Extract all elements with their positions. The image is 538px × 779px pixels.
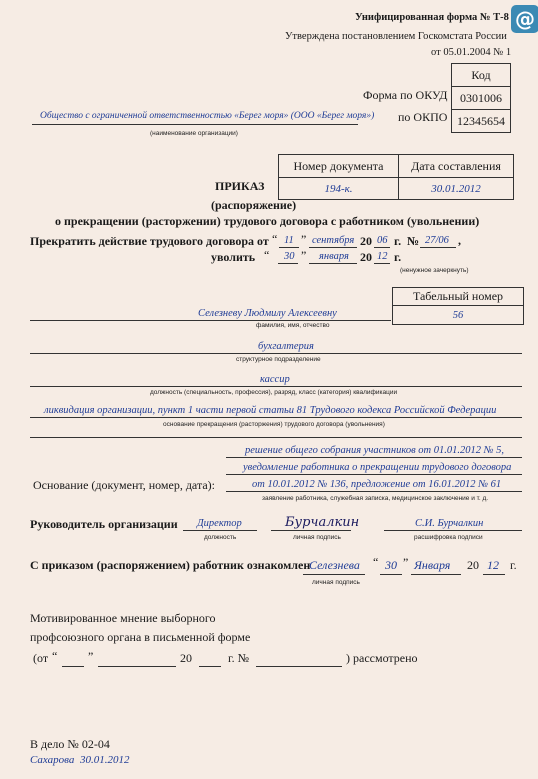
union-considered: ) рассмотрено: [346, 651, 418, 665]
department-value: бухгалтерия: [258, 341, 314, 352]
order-subtitle: (распоряжение): [211, 198, 297, 212]
employee-name-caption: фамилия, имя, отчество: [256, 322, 330, 329]
tab-number-header: Табельный номер: [393, 288, 524, 306]
acquainted-year: 12: [487, 558, 499, 572]
acquainted-year-suffix: г.: [510, 558, 517, 572]
term-year-suffix: г.: [394, 234, 402, 248]
head-label: Руководитель организации: [30, 517, 178, 531]
tab-number-value: 56: [393, 306, 524, 325]
dismiss-day: 30: [284, 251, 295, 262]
termination-reason: ликвидация организации, пункт 1 части первой статьи 81 Трудового кодекса Российской Федерации: [44, 405, 497, 416]
doc-date-value: 30.01.2012: [399, 178, 514, 200]
term-year: 06: [377, 235, 388, 246]
document-table: [278, 154, 514, 200]
doc-number-value: 194-к.: [279, 178, 399, 200]
term-comma: ,: [458, 233, 461, 247]
department-caption: структурное подразделение: [236, 356, 321, 363]
acquainted-label: С приказом (распоряжением) работник ознакомлен: [30, 558, 311, 572]
basis-line-2: уведомление работника о прекращении трудового договора: [243, 462, 512, 473]
terminate-label: Прекратить действие трудового договора от: [30, 234, 269, 248]
term-month: сентября: [312, 235, 355, 246]
okud-value: 0301006: [452, 87, 511, 110]
basis-line-1: решение общего собрания участников от 01.01.2012 № 5,: [245, 445, 505, 456]
union-quote-close: ”: [88, 649, 94, 663]
file-date: 30.01.2012: [80, 754, 130, 766]
okud-label: Форма по ОКУД: [363, 88, 448, 102]
dismiss-month: января: [319, 251, 349, 262]
tab-number-table: [392, 287, 524, 325]
employee-name: Селезневу Людмилу Алексеевну: [198, 308, 337, 319]
head-name-caption: расшифровка подписи: [414, 534, 483, 541]
organization-caption: (наименование организации): [150, 130, 238, 137]
basis-label: Основание (документ, номер, дата):: [33, 478, 215, 492]
dismiss-year-prefix: 20: [360, 250, 372, 264]
site-logo-icon: @: [511, 5, 538, 33]
acquainted-day: 30: [385, 558, 397, 572]
position-caption: должность (специальность, профессия), разряд, класс (категория) квалификации: [150, 389, 398, 396]
acq-quote-close: ”: [403, 555, 409, 569]
dismiss-quote-close: ”: [301, 248, 307, 262]
acquainted-year-prefix: 20: [467, 558, 479, 572]
codes-table: [451, 63, 511, 133]
approved-date: от 05.01.2004 № 1: [431, 47, 512, 58]
dismiss-label: уволить: [211, 250, 256, 264]
basis-line-3: от 10.01.2012 № 136, предложение от 16.01.2012 № 61: [252, 479, 502, 490]
head-name: С.И. Бурчалкин: [415, 518, 484, 529]
union-line-2: профсоюзного органа в письменной форме: [30, 630, 251, 644]
strike-caption: (ненужное зачеркнуть): [400, 267, 469, 274]
file-label: В дело № 02-04: [30, 737, 110, 751]
okpo-label: по ОКПО: [398, 110, 448, 124]
union-line-1: Мотивированное мнение выборного: [30, 611, 216, 625]
head-position-caption: должность: [204, 534, 237, 541]
dismiss-year-suffix: г.: [394, 250, 402, 264]
term-quote-open: “: [272, 232, 278, 246]
union-year-suffix: г. №: [228, 651, 250, 665]
organization-name: Общество с ограниченной ответственностью «Берег моря» (ООО «Берег моря»): [40, 111, 375, 121]
head-signature: Бурчалкин: [285, 515, 360, 530]
order-subject: о прекращении (расторжении) трудового договора с работником (увольнении): [55, 214, 480, 228]
termination-reason-caption: основание прекращения (расторжения) трудового договора (увольнения): [163, 421, 385, 428]
union-from: (от: [33, 651, 49, 665]
acq-quote-open: “: [373, 555, 379, 569]
acquainted-month: Января: [414, 558, 451, 572]
term-num-label: №: [407, 234, 420, 248]
file-signer: Сахарова: [30, 754, 75, 766]
okpo-value: 12345654: [452, 110, 511, 133]
term-quote-close: ”: [301, 232, 307, 246]
dismiss-year: 12: [377, 251, 388, 262]
term-day: 11: [284, 235, 294, 246]
dismiss-quote-open: “: [264, 248, 270, 262]
union-year-prefix: 20: [180, 651, 192, 665]
head-signature-caption: личная подпись: [293, 534, 341, 541]
order-title: ПРИКАЗ: [215, 179, 265, 193]
acquainted-signature-caption: личная подпись: [312, 579, 360, 586]
form-title: Унифицированная форма № Т-8: [355, 12, 509, 23]
union-quote-open: “: [52, 649, 58, 663]
term-number: 27/06: [425, 235, 449, 246]
head-position: Директор: [197, 518, 242, 529]
doc-number-header: Номер документа: [279, 155, 399, 178]
acquainted-signature: Селезнева: [309, 558, 360, 572]
doc-date-header: Дата составления: [399, 155, 514, 178]
code-header: Код: [452, 64, 511, 87]
approved-text: Утверждена постановлением Госкомстата России: [285, 31, 507, 42]
basis-caption: заявление работника, служебная записка, медицинское заключение и т. д.: [262, 495, 489, 502]
position-value: кассир: [260, 374, 290, 385]
term-year-prefix: 20: [360, 234, 372, 248]
